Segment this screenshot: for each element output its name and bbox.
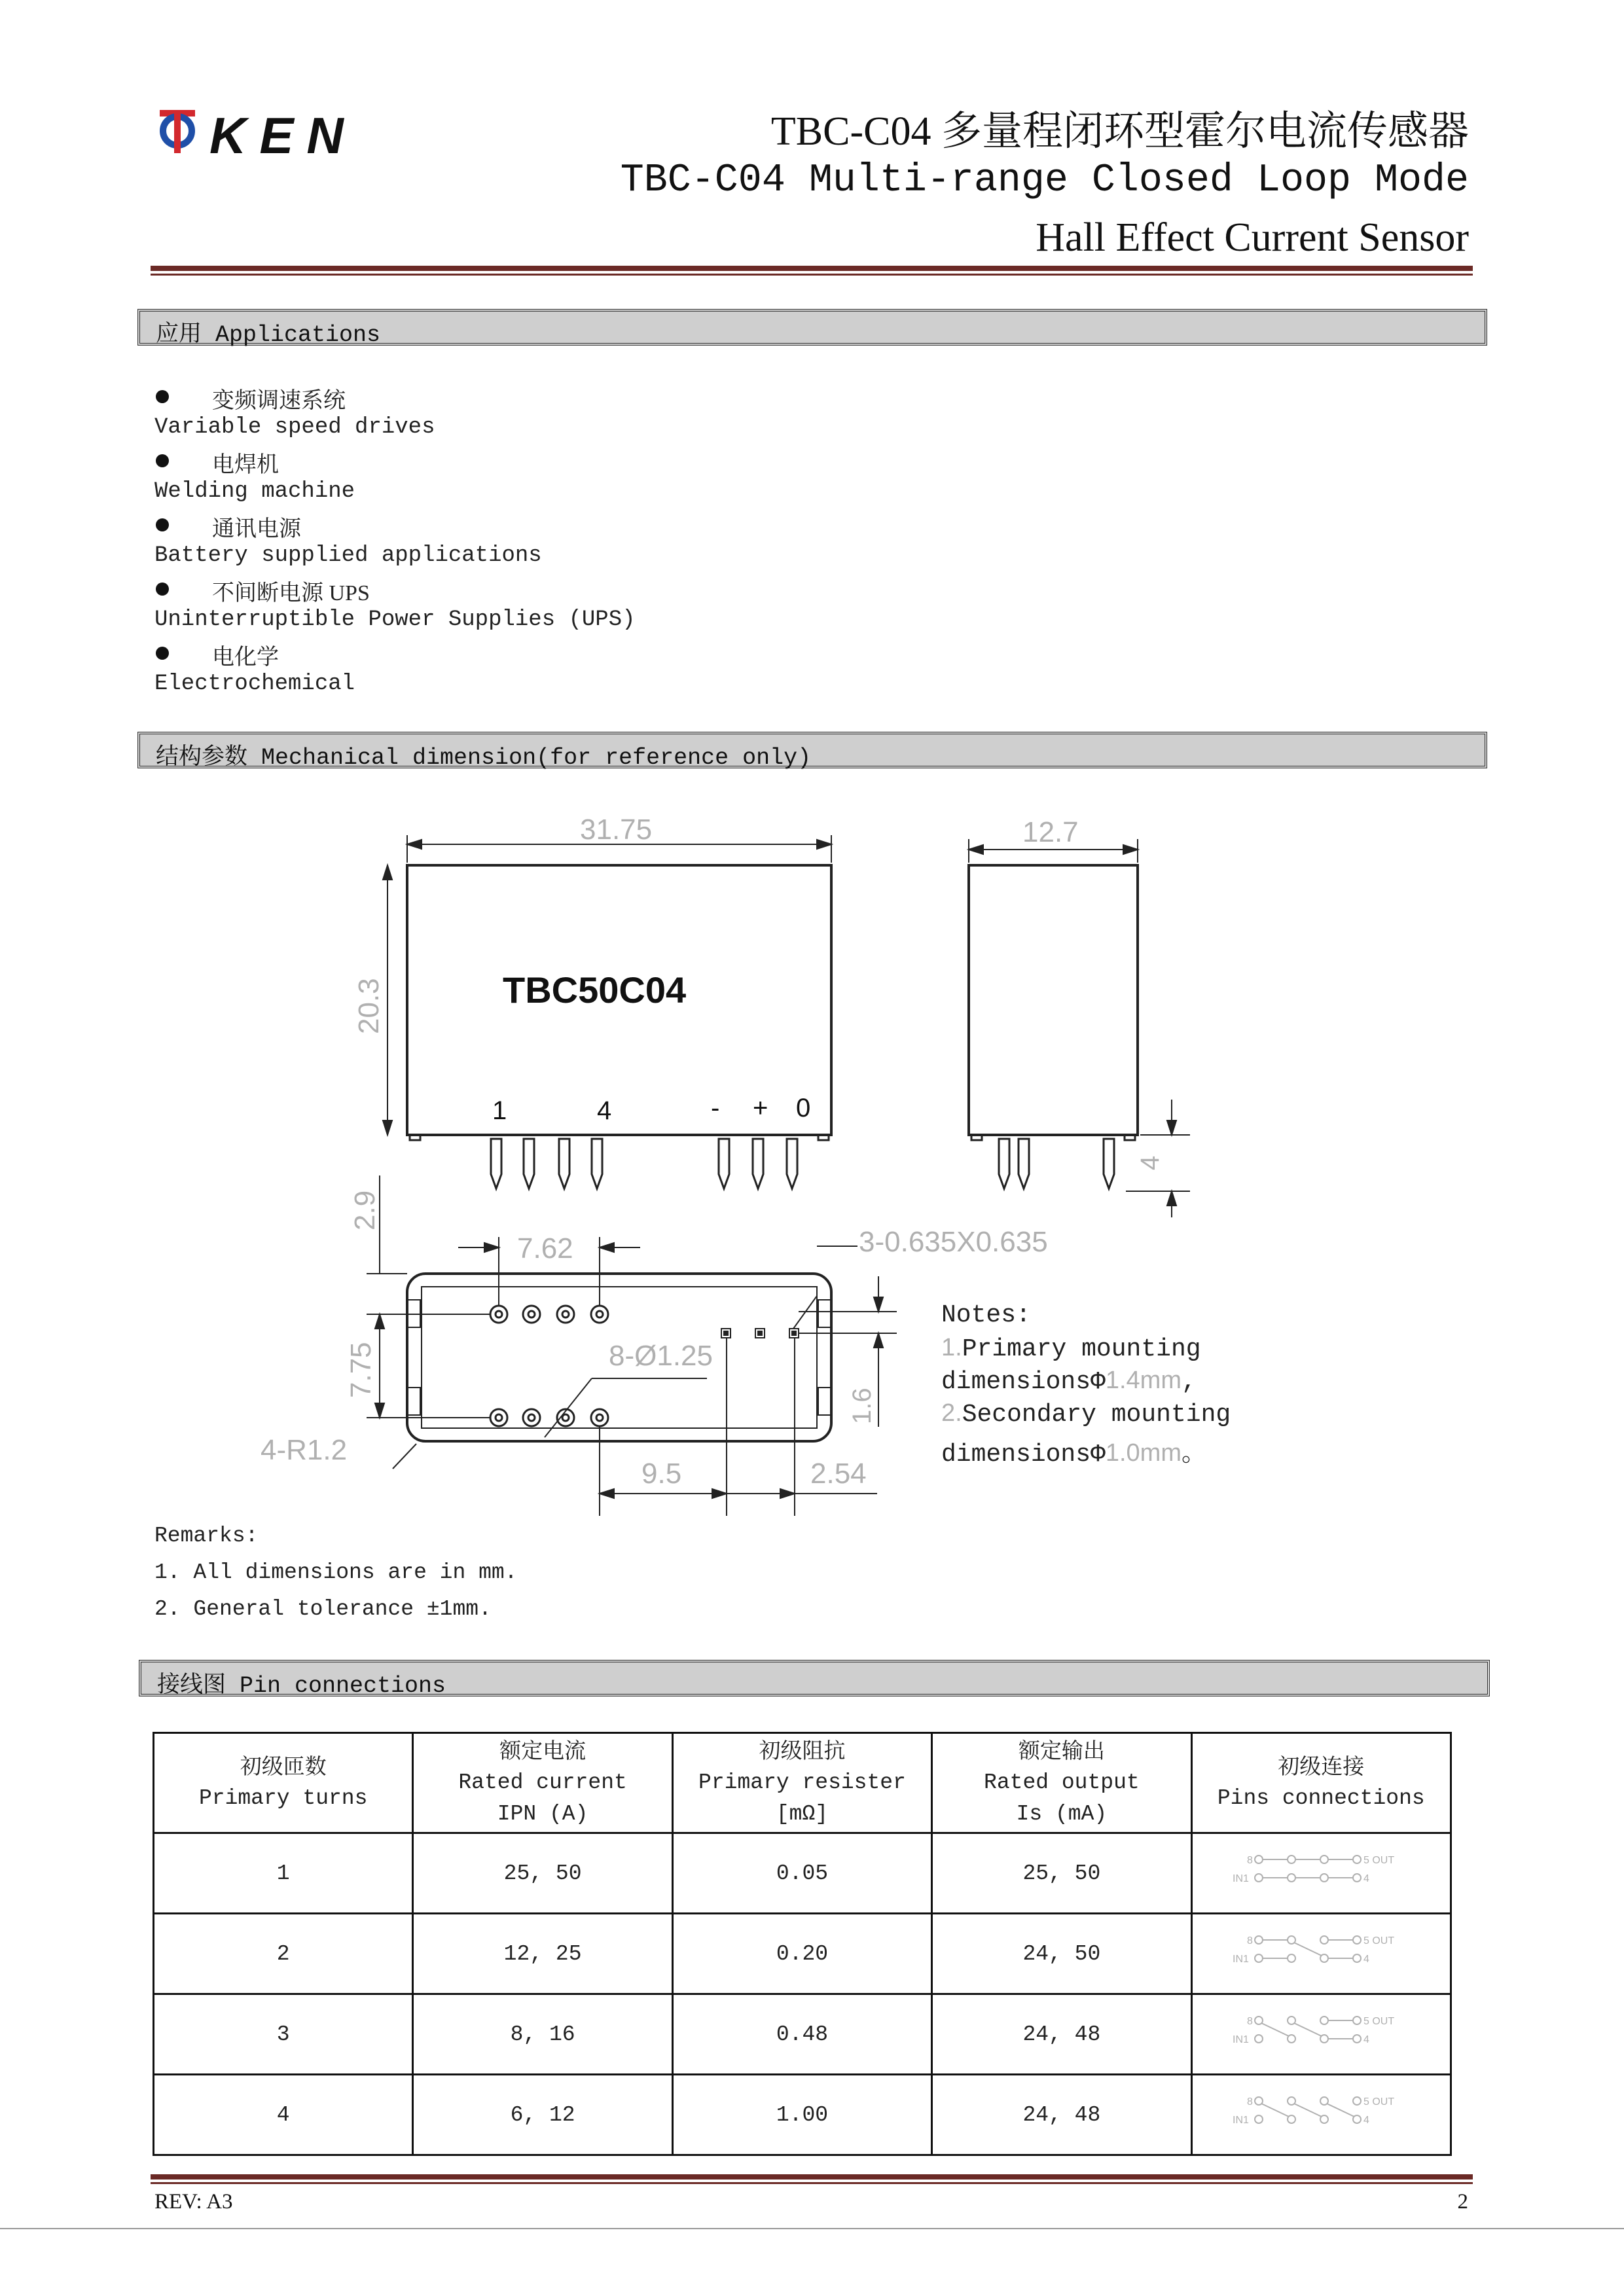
header-output: 额定输出 Rated output Is (mA) bbox=[932, 1733, 1191, 1833]
app-en-2: Welding machine bbox=[154, 479, 355, 504]
pin-label-1: 1 bbox=[492, 1096, 507, 1125]
svg-text:5 OUT: 5 OUT bbox=[1363, 2016, 1395, 2027]
bullet-icon bbox=[156, 390, 169, 403]
svg-text:IN1: IN1 bbox=[1233, 1954, 1250, 1965]
table-row: 2 12, 25 0.20 24, 50 8 IN1 5 OUT 4 bbox=[154, 1914, 1451, 1994]
note-2-dim: dimensionsΦ1.0mm。 bbox=[941, 1439, 1206, 1469]
app-cn-2: 电焊机 bbox=[212, 453, 279, 477]
dim-side-pin: 4 bbox=[1136, 1155, 1164, 1170]
app-en-3: Battery supplied applications bbox=[154, 543, 542, 568]
app-cn-3: 通讯电源 bbox=[212, 517, 301, 541]
pins-heading: 接线图 Pin connections bbox=[157, 1673, 446, 1699]
title-cn: TBC-C04 多量程闭环型霍尔电流传感器 bbox=[770, 109, 1469, 154]
dim-height: 20.3 bbox=[353, 978, 385, 1034]
connection-diagram bbox=[1191, 1994, 1451, 2075]
header-turns: 初级匝数 Primary turns bbox=[154, 1733, 413, 1833]
page-bottom-border bbox=[0, 2228, 1624, 2229]
dim-radius: 4-R1.2 bbox=[261, 1434, 348, 1466]
pin-label-0: 0 bbox=[796, 1094, 811, 1122]
title-en-1: TBC-C04 Multi-range Closed Loop Mode bbox=[620, 158, 1469, 203]
svg-text:5 OUT: 5 OUT bbox=[1363, 1935, 1395, 1946]
svg-text:IN1: IN1 bbox=[1233, 1873, 1250, 1884]
pin-label-plus: + bbox=[753, 1094, 768, 1122]
applications-heading-bar bbox=[137, 309, 1487, 346]
svg-text:8: 8 bbox=[1247, 1935, 1254, 1946]
mechanical-drawing bbox=[0, 785, 1624, 1532]
header-current: 额定电流 Rated current IPN (A) bbox=[413, 1733, 672, 1833]
remarks-title: Remarks: bbox=[154, 1524, 259, 1548]
pin-label-4: 4 bbox=[597, 1096, 612, 1125]
pin-label-minus: - bbox=[711, 1094, 720, 1122]
connection-diagram bbox=[1191, 1914, 1451, 1994]
bullet-icon bbox=[156, 454, 169, 467]
footer-rule-thin bbox=[151, 2182, 1473, 2184]
note-1: 1.Primary mounting bbox=[941, 1334, 1201, 1363]
svg-text:4: 4 bbox=[1363, 1873, 1370, 1884]
dim-sec-gap: 1.6 bbox=[848, 1388, 876, 1424]
svg-text:4: 4 bbox=[1363, 2034, 1370, 2045]
svg-text:5 OUT: 5 OUT bbox=[1363, 1855, 1395, 1866]
svg-text:4: 4 bbox=[1363, 1954, 1370, 1965]
side-view-body bbox=[969, 865, 1138, 1135]
dim-pin-len: 2.9 bbox=[349, 1190, 381, 1230]
side-pins bbox=[971, 1135, 1135, 1189]
secondary-pins bbox=[721, 1329, 799, 1338]
svg-text:IN1: IN1 bbox=[1233, 2034, 1250, 2045]
front-pins bbox=[410, 1135, 829, 1189]
connection-diagram-4-icon bbox=[1226, 2092, 1416, 2131]
header-rule-thin bbox=[151, 274, 1473, 276]
pins-heading-bar bbox=[139, 1660, 1490, 1699]
bullet-icon bbox=[156, 518, 169, 531]
logo-text: KEN bbox=[209, 107, 357, 164]
footer-rev: REV: A3 bbox=[154, 2190, 233, 2214]
remark-1: 1. All dimensions are in mm. bbox=[154, 1560, 518, 1585]
applications-heading: 应用 Applications bbox=[156, 322, 381, 348]
primary-holes bbox=[490, 1306, 608, 1426]
mechanical-heading-bar bbox=[137, 732, 1487, 771]
pin-connections-table bbox=[153, 1732, 1452, 2156]
dim-span-1: 9.5 bbox=[641, 1458, 682, 1490]
svg-text:8: 8 bbox=[1247, 2096, 1254, 2108]
app-en-1: Variable speed drives bbox=[154, 415, 435, 440]
bullet-icon bbox=[156, 583, 169, 596]
header-connection: 初级连接 Pins connections bbox=[1191, 1733, 1451, 1833]
note-1-dim: dimensionsΦ1.4mm, bbox=[941, 1367, 1197, 1396]
dim-row-gap: 7.75 bbox=[345, 1342, 377, 1398]
svg-text:5 OUT: 5 OUT bbox=[1363, 2096, 1395, 2108]
mechanical-heading: 结构参数 Mechanical dimension(for reference only) bbox=[156, 745, 812, 771]
svg-text:IN1: IN1 bbox=[1233, 2115, 1250, 2126]
note-2: 2.Secondary mounting bbox=[941, 1399, 1231, 1429]
app-cn-5: 电化学 bbox=[212, 645, 279, 670]
app-en-5: Electrochemical bbox=[154, 672, 355, 696]
table-row: 1 25, 50 0.05 25, 50 8 IN1 5 OUT 4 bbox=[154, 1833, 1451, 1914]
connection-diagram bbox=[1191, 2075, 1451, 2155]
svg-text:4: 4 bbox=[1363, 2115, 1370, 2126]
connection-diagram-1-icon bbox=[1226, 1850, 1416, 1890]
app-cn-4: 不间断电源 UPS bbox=[212, 581, 370, 605]
dim-width: 31.75 bbox=[580, 814, 653, 846]
app-en-4: Uninterruptible Power Supplies (UPS) bbox=[154, 607, 636, 632]
header-resist: 初级阻抗 Primary resister [mΩ] bbox=[672, 1733, 931, 1833]
table-row: 3 8, 16 0.48 24, 48 8 IN1 5 OUT 4 bbox=[154, 1994, 1451, 2075]
logo bbox=[156, 105, 357, 164]
connection-diagram-3-icon bbox=[1226, 2011, 1416, 2051]
bullet-icon bbox=[156, 647, 169, 660]
connection-diagram-2-icon bbox=[1226, 1931, 1416, 1970]
dim-pin-pitch: 7.62 bbox=[517, 1232, 573, 1265]
connection-diagram bbox=[1191, 1833, 1451, 1914]
notes-title: Notes: bbox=[941, 1301, 1031, 1329]
dim-hole: 8-Ø1.25 bbox=[609, 1340, 713, 1372]
footer-page-number: 2 bbox=[1457, 2190, 1468, 2214]
table-header-row bbox=[154, 1733, 1451, 1833]
dim-pin-size: 3-0.635X0.635 bbox=[859, 1226, 1048, 1258]
table-row: 4 6, 12 1.00 24, 48 8 IN1 5 OUT 4 bbox=[154, 2075, 1451, 2155]
app-cn-1: 变频调速系统 bbox=[212, 389, 346, 413]
title-en-2: Hall Effect Current Sensor bbox=[1036, 215, 1469, 260]
remark-2: 2. General tolerance ±1mm. bbox=[154, 1597, 492, 1621]
svg-text:8: 8 bbox=[1247, 1855, 1254, 1866]
dim-span-2: 2.54 bbox=[810, 1458, 867, 1490]
svg-text:8: 8 bbox=[1247, 2016, 1254, 2027]
part-label: TBC50C04 bbox=[503, 969, 687, 1011]
dim-depth: 12.7 bbox=[1022, 816, 1079, 848]
header-rule bbox=[151, 266, 1473, 271]
footer-rule bbox=[151, 2174, 1473, 2179]
